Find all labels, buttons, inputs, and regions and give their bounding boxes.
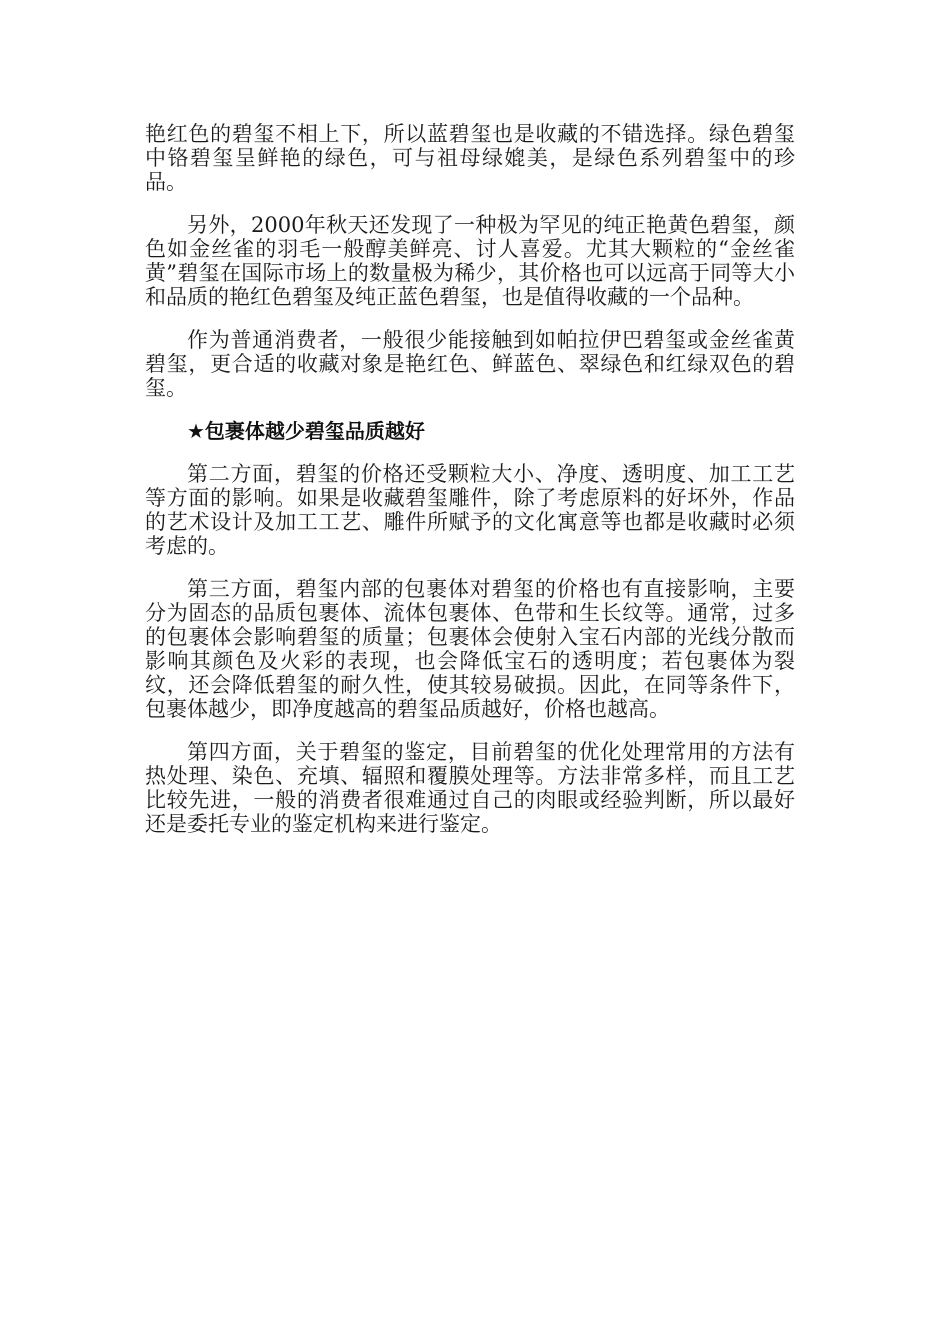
paragraph-third-aspect: 第三方面，碧玺内部的包裹体对碧玺的价格也有直接影响，主要分为固态的品质包裹体、流体包裹体、色带和生长纹等。通常，过多的包裹体会影响碧玺的质量；包裹体会使射入宝石内部的光线分散而影响其颜色及火彩的表现，也会降低宝石的透明度；若包裹体为裂纹，还会降低碧玺的耐久性，使其较易破损。因此，在同等条件下，包裹体越少，即净度越高的碧玺品质越好，价格也越高。: [145, 577, 795, 721]
paragraph-canary-yellow: 另外，2000年秋天还发现了一种极为罕见的纯正艳黄色碧玺，颜色如金丝雀的羽毛一般醇美鲜亮、讨人喜爱。尤其大颗粒的“金丝雀黄”碧玺在国际市场上的数量极为稀少，其价格也可以远高于同等大小和品质的艳红色碧玺及纯正蓝色碧玺，也是值得收藏的一个品种。: [145, 213, 795, 309]
paragraph-second-aspect: 第二方面，碧玺的价格还受颗粒大小、净度、透明度、加工工艺等方面的影响。如果是收藏碧玺雕件，除了考虑原料的好坏外，作品的艺术设计及加工工艺、雕件所赋予的文化寓意等也都是收藏时必须考虑的。: [145, 462, 795, 558]
paragraph-continued: 艳红色的碧玺不相上下，所以蓝碧玺也是收藏的不错选择。绿色碧玺中铬碧玺呈鲜艳的绿色，可与祖母绿媲美，是绿色系列碧玺中的珍品。: [145, 122, 795, 194]
paragraph-fourth-aspect: 第四方面，关于碧玺的鉴定，目前碧玺的优化处理常用的方法有热处理、染色、充填、辐照和覆膜处理等。方法非常多样，而且工艺比较先进，一般的消费者很难通过自己的肉眼或经验判断，所以最好还是委托专业的鉴定机构来进行鉴定。: [145, 740, 795, 836]
paragraph-consumer-advice: 作为普通消费者，一般很少能接触到如帕拉伊巴碧玺或金丝雀黄碧玺，更合适的收藏对象是艳红色、鲜蓝色、翠绿色和红绿双色的碧玺。: [145, 328, 795, 400]
section-heading: ★包裹体越少碧玺品质越好: [187, 419, 425, 443]
document-body: [145, 122, 795, 855]
